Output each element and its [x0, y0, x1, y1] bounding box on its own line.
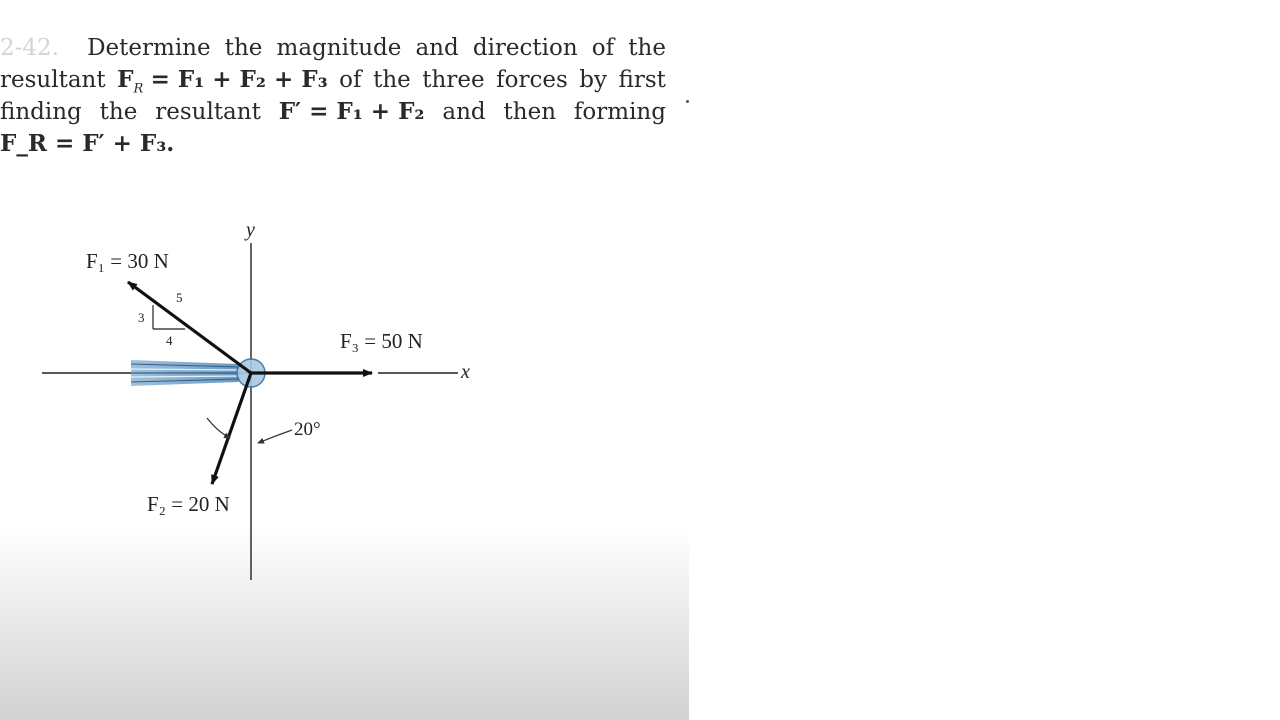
- stray-dot: [686, 100, 689, 103]
- f2-label: F₂ = 20 N: [147, 492, 230, 516]
- symbol-f: F: [117, 66, 134, 93]
- triangle-hyp-label: 5: [176, 290, 183, 305]
- f1-arrow: [128, 282, 251, 373]
- word: then: [503, 99, 557, 125]
- equation-fprime: F′ = F₁ + F₂: [278, 98, 425, 125]
- word: the: [224, 35, 263, 61]
- f1-label: F₁ = 30 N: [86, 249, 169, 273]
- f2-arrow: [212, 373, 251, 484]
- word: forming: [573, 99, 666, 125]
- word: Determine: [87, 35, 211, 61]
- triangle-horiz-label: 4: [166, 333, 173, 348]
- word: the: [628, 35, 666, 61]
- angle-arc-ref: [258, 430, 292, 443]
- triangle-vert-label: 3: [138, 310, 145, 325]
- word: forces: [496, 67, 568, 93]
- word: magnitude: [276, 35, 402, 61]
- word: the: [99, 99, 138, 125]
- word: and: [415, 35, 459, 61]
- word: by: [579, 67, 607, 93]
- angle-arc: [207, 418, 230, 438]
- word: the: [373, 67, 411, 93]
- word: first: [618, 67, 666, 93]
- x-axis-label: x: [461, 361, 470, 383]
- cable-bundle: [131, 360, 244, 386]
- word: three: [422, 67, 485, 93]
- word: resultant: [0, 67, 106, 93]
- word: finding: [0, 99, 82, 125]
- word: and: [442, 99, 486, 125]
- f3-label: F₃ = 50 N: [340, 329, 423, 353]
- equation-fr-final: F_R = F′ + F₃.: [0, 130, 175, 157]
- word: direction: [472, 35, 578, 61]
- subscript-r: R: [133, 81, 144, 97]
- equation-rest: = F₁ + F₂ + F₃: [150, 66, 328, 93]
- word: of: [591, 35, 615, 61]
- word: resultant: [155, 99, 261, 125]
- y-axis-label: y: [246, 219, 255, 241]
- word: of: [339, 67, 362, 93]
- angle-label: 20°: [294, 419, 321, 440]
- problem-number: 2-42.: [0, 35, 59, 61]
